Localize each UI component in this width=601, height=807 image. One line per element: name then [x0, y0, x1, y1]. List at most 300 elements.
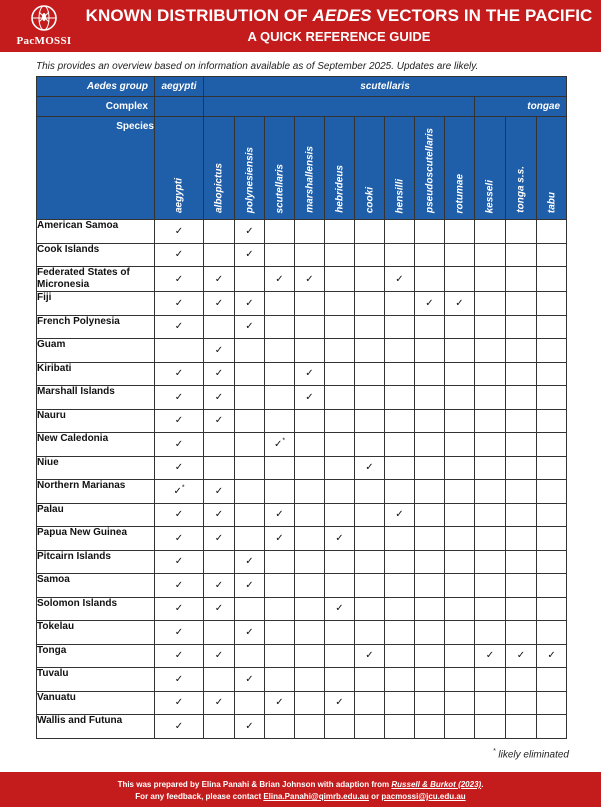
empty-cell	[235, 480, 265, 504]
empty-cell	[325, 503, 355, 527]
country-name: Tokelau	[37, 621, 155, 645]
check-cell	[155, 715, 204, 739]
empty-cell	[475, 220, 506, 244]
empty-cell	[235, 456, 265, 480]
country-name: Wallis and Futuna	[37, 715, 155, 739]
empty-cell	[537, 480, 567, 504]
check-icon: ✓	[174, 297, 184, 309]
empty-cell	[355, 550, 385, 574]
intro-text: This provides an overview based on information available as of September 2025. Updates are likely.	[36, 61, 479, 72]
empty-cell	[355, 220, 385, 244]
country-name: Samoa	[37, 574, 155, 598]
check-icon: ✓	[275, 509, 284, 521]
complex-tongae: tongae	[475, 97, 567, 117]
empty-cell	[506, 409, 537, 433]
email-link-pacmossi[interactable]: pacmossi@jcu.edu.au	[381, 792, 466, 801]
check-cell	[204, 267, 235, 292]
empty-cell	[506, 597, 537, 621]
check-icon: ✓	[245, 579, 254, 591]
footer-line2	[0, 792, 601, 801]
empty-cell	[265, 456, 295, 480]
table-row	[37, 480, 567, 504]
empty-cell	[475, 668, 506, 692]
empty-cell	[506, 574, 537, 598]
check-icon: ✓	[485, 650, 495, 662]
empty-cell	[506, 621, 537, 645]
country-name: Niue	[37, 456, 155, 480]
empty-cell	[506, 220, 537, 244]
check-cell	[155, 243, 204, 267]
check-icon: ✓	[174, 509, 184, 521]
empty-cell	[385, 220, 415, 244]
title-part1: KNOWN DISTRIBUTION OF	[85, 6, 313, 25]
empty-cell	[506, 339, 537, 363]
empty-cell	[325, 668, 355, 692]
country-name: Cook Islands	[37, 243, 155, 267]
check-cell	[204, 480, 235, 504]
empty-cell	[265, 644, 295, 668]
empty-cell	[355, 503, 385, 527]
empty-cell	[415, 315, 445, 339]
check-cell	[204, 409, 235, 433]
empty-cell	[385, 621, 415, 645]
table-row	[37, 527, 567, 551]
species-name: marshallensis	[304, 146, 315, 213]
empty-cell	[295, 644, 325, 668]
empty-cell	[355, 315, 385, 339]
table-row	[37, 315, 567, 339]
empty-cell	[537, 267, 567, 292]
check-icon: ✓	[174, 438, 184, 450]
check-icon: ✓	[214, 532, 224, 544]
empty-cell	[295, 503, 325, 527]
empty-cell	[475, 691, 506, 715]
empty-cell	[355, 292, 385, 316]
empty-cell	[295, 691, 325, 715]
empty-cell	[355, 621, 385, 645]
empty-cell	[385, 456, 415, 480]
check-icon: ✓	[275, 532, 284, 544]
empty-cell	[537, 574, 567, 598]
check-cell	[445, 292, 475, 316]
empty-cell	[415, 386, 445, 410]
check-icon: ✓	[547, 650, 556, 662]
empty-cell	[475, 243, 506, 267]
check-cell	[265, 691, 295, 715]
empty-cell	[415, 409, 445, 433]
empty-cell	[265, 715, 295, 739]
check-cell	[204, 503, 235, 527]
empty-cell	[415, 220, 445, 244]
species-name: scutellaris	[274, 163, 285, 213]
check-icon: ✓	[214, 297, 224, 309]
check-cell	[415, 292, 445, 316]
check-cell	[155, 691, 204, 715]
check-cell	[204, 597, 235, 621]
empty-cell	[325, 267, 355, 292]
check-cell	[265, 527, 295, 551]
table-row	[37, 362, 567, 386]
pacmossi-logo	[8, 4, 80, 48]
footer-line1	[0, 780, 601, 789]
check-cell	[355, 644, 385, 668]
check-icon: ✓	[245, 321, 254, 333]
empty-cell	[537, 527, 567, 551]
country-name: Tonga	[37, 644, 155, 668]
check-icon: ✓	[335, 603, 344, 615]
empty-cell	[445, 339, 475, 363]
check-cell	[385, 503, 415, 527]
empty-cell	[537, 243, 567, 267]
empty-cell	[415, 339, 445, 363]
empty-cell	[295, 574, 325, 598]
species-name: aegypti	[173, 177, 185, 213]
empty-cell	[385, 527, 415, 551]
check-icon: ✓	[365, 462, 374, 474]
empty-cell	[235, 527, 265, 551]
empty-cell	[475, 597, 506, 621]
check-icon: ✓	[214, 697, 224, 709]
country-name: Pitcairn Islands	[37, 550, 155, 574]
country-name: Nauru	[37, 409, 155, 433]
empty-cell	[385, 691, 415, 715]
check-icon: ✓	[305, 273, 314, 285]
check-cell	[265, 267, 295, 292]
check-icon: ✓	[174, 321, 184, 333]
empty-cell	[355, 243, 385, 267]
empty-cell	[415, 597, 445, 621]
check-icon: ✓	[174, 697, 184, 709]
check-icon: ✓	[214, 485, 224, 497]
check-cell	[385, 267, 415, 292]
empty-cell	[537, 597, 567, 621]
check-cell	[475, 644, 506, 668]
country-name: Guam	[37, 339, 155, 363]
species-name: rotumae	[454, 173, 465, 213]
check-icon: ✓	[174, 249, 184, 261]
check-cell	[506, 644, 537, 668]
species-label: Species	[37, 117, 155, 220]
empty-cell	[325, 292, 355, 316]
empty-cell	[385, 644, 415, 668]
asterisk-mark: *	[282, 438, 286, 446]
empty-cell	[537, 691, 567, 715]
empty-cell	[325, 574, 355, 598]
empty-cell	[506, 362, 537, 386]
species-name: kesseli	[484, 179, 496, 213]
empty-cell	[385, 339, 415, 363]
check-icon: ✓	[214, 344, 224, 356]
check-icon: ✓	[214, 415, 224, 427]
empty-cell	[204, 621, 235, 645]
empty-cell	[537, 292, 567, 316]
country-name: French Polynesia	[37, 315, 155, 339]
check-icon: ✓	[174, 225, 184, 237]
complex-empty	[155, 97, 204, 117]
empty-cell	[265, 339, 295, 363]
check-cell	[155, 409, 204, 433]
check-cell	[235, 220, 265, 244]
empty-cell	[415, 527, 445, 551]
empty-cell	[265, 362, 295, 386]
empty-cell	[265, 597, 295, 621]
complex-label: Complex	[37, 97, 155, 117]
check-cell	[204, 644, 235, 668]
check-icon: ✓*	[273, 438, 286, 451]
check-icon: ✓	[275, 273, 284, 285]
check-icon: ✓	[174, 720, 184, 732]
empty-cell	[475, 503, 506, 527]
empty-cell	[235, 409, 265, 433]
empty-cell	[385, 386, 415, 410]
empty-cell	[265, 243, 295, 267]
species-header	[445, 117, 475, 220]
footnote-text: likely eliminated	[495, 749, 569, 761]
empty-cell	[204, 315, 235, 339]
species-name: polynesiensis	[244, 146, 255, 213]
empty-cell	[506, 386, 537, 410]
species-name: tonga s.s.	[515, 166, 527, 213]
species-header	[506, 117, 537, 220]
empty-cell	[355, 339, 385, 363]
check-icon: ✓	[174, 579, 184, 591]
empty-cell	[445, 409, 475, 433]
reference-link[interactable]: Russell & Burkot (2023)	[391, 780, 482, 789]
check-cell	[235, 574, 265, 598]
table-row	[37, 386, 567, 410]
empty-cell	[204, 550, 235, 574]
empty-cell	[235, 691, 265, 715]
empty-cell	[537, 409, 567, 433]
empty-cell	[265, 315, 295, 339]
check-icon: ✓	[245, 249, 254, 261]
check-cell	[235, 668, 265, 692]
empty-cell	[235, 339, 265, 363]
check-cell	[155, 668, 204, 692]
empty-cell	[295, 456, 325, 480]
empty-cell	[385, 480, 415, 504]
check-cell	[155, 621, 204, 645]
header-banner	[0, 0, 601, 52]
empty-cell	[475, 267, 506, 292]
check-icon: ✓	[214, 579, 224, 591]
footnote-mark: *	[492, 748, 496, 755]
empty-cell	[204, 220, 235, 244]
check-cell	[325, 527, 355, 551]
check-cell	[537, 644, 567, 668]
empty-cell	[445, 315, 475, 339]
check-cell	[235, 621, 265, 645]
empty-cell	[445, 715, 475, 739]
check-icon: ✓	[245, 225, 254, 237]
country-name: Marshall Islands	[37, 386, 155, 410]
empty-cell	[537, 362, 567, 386]
title-part2: VECTORS IN THE PACIFIC	[371, 6, 593, 25]
empty-cell	[385, 668, 415, 692]
empty-cell	[445, 574, 475, 598]
species-header	[204, 117, 235, 220]
table-row	[37, 292, 567, 316]
country-name: Federated States of Micronesia	[37, 267, 155, 292]
empty-cell	[506, 433, 537, 457]
page-subtitle: A QUICK REFERENCE GUIDE	[247, 29, 431, 44]
empty-cell	[445, 644, 475, 668]
empty-cell	[265, 480, 295, 504]
empty-cell	[537, 339, 567, 363]
check-cell	[265, 433, 295, 457]
distribution-table	[36, 76, 567, 739]
check-cell	[235, 292, 265, 316]
empty-cell	[445, 362, 475, 386]
empty-cell	[385, 715, 415, 739]
check-cell	[235, 315, 265, 339]
empty-cell	[506, 292, 537, 316]
empty-cell	[325, 456, 355, 480]
check-cell	[204, 527, 235, 551]
check-cell	[155, 362, 204, 386]
empty-cell	[325, 315, 355, 339]
empty-cell	[355, 715, 385, 739]
check-icon: ✓	[395, 273, 404, 285]
species-header	[537, 117, 567, 220]
empty-cell	[445, 621, 475, 645]
check-icon: ✓	[214, 650, 224, 662]
empty-cell	[355, 409, 385, 433]
empty-cell	[385, 315, 415, 339]
empty-cell	[445, 220, 475, 244]
check-icon: ✓	[174, 532, 184, 544]
country-name: American Samoa	[37, 220, 155, 244]
check-icon: ✓	[174, 273, 184, 285]
empty-cell	[325, 339, 355, 363]
empty-cell	[325, 386, 355, 410]
empty-cell	[475, 527, 506, 551]
empty-cell	[445, 386, 475, 410]
check-icon: ✓	[174, 556, 184, 568]
check-icon: ✓	[395, 509, 404, 521]
empty-cell	[506, 715, 537, 739]
empty-cell	[537, 220, 567, 244]
check-icon: ✓	[174, 391, 184, 403]
check-icon: ✓	[305, 368, 314, 380]
check-icon: ✓	[516, 650, 526, 662]
empty-cell	[385, 362, 415, 386]
table-row	[37, 243, 567, 267]
empty-cell	[475, 621, 506, 645]
empty-cell	[445, 456, 475, 480]
empty-cell	[506, 503, 537, 527]
empty-cell	[445, 267, 475, 292]
check-cell	[204, 362, 235, 386]
empty-cell	[537, 621, 567, 645]
empty-cell	[235, 433, 265, 457]
empty-cell	[295, 527, 325, 551]
species-header	[295, 117, 325, 220]
table-row	[37, 503, 567, 527]
empty-cell	[445, 480, 475, 504]
table-row	[37, 597, 567, 621]
country-name: Solomon Islands	[37, 597, 155, 621]
empty-cell	[445, 527, 475, 551]
check-cell	[204, 386, 235, 410]
empty-cell	[415, 668, 445, 692]
empty-cell	[295, 621, 325, 645]
empty-cell	[385, 574, 415, 598]
empty-cell	[295, 597, 325, 621]
empty-cell	[265, 409, 295, 433]
empty-cell	[235, 503, 265, 527]
asterisk-mark: *	[181, 485, 185, 493]
empty-cell	[537, 550, 567, 574]
empty-cell	[355, 433, 385, 457]
footer-prefix: This was prepared by Elina Panahi & Brian Johnson with adaption from	[117, 780, 392, 789]
empty-cell	[537, 715, 567, 739]
table-row	[37, 267, 567, 292]
check-cell	[235, 550, 265, 574]
empty-cell	[385, 292, 415, 316]
check-cell	[355, 456, 385, 480]
species-header	[475, 117, 506, 220]
email-link-elina[interactable]: Elina.Panahi@qimrb.edu.au	[263, 792, 369, 801]
complex-empty-wide	[204, 97, 475, 117]
check-icon: ✓	[214, 509, 224, 521]
empty-cell	[415, 621, 445, 645]
table-row	[37, 574, 567, 598]
empty-cell	[415, 691, 445, 715]
species-name: hensilli	[394, 178, 405, 213]
empty-cell	[295, 409, 325, 433]
check-cell	[265, 503, 295, 527]
species-name: cooki	[364, 186, 375, 213]
check-cell	[155, 220, 204, 244]
empty-cell	[325, 433, 355, 457]
check-cell	[155, 480, 204, 504]
check-icon: ✓	[275, 697, 284, 709]
empty-cell	[445, 691, 475, 715]
empty-cell	[475, 550, 506, 574]
empty-cell	[355, 691, 385, 715]
empty-cell	[265, 292, 295, 316]
empty-cell	[235, 644, 265, 668]
country-name: Vanuatu	[37, 691, 155, 715]
check-cell	[155, 503, 204, 527]
check-cell	[204, 691, 235, 715]
check-icon: ✓	[245, 720, 254, 732]
empty-cell	[325, 480, 355, 504]
empty-cell	[265, 550, 295, 574]
empty-cell	[295, 715, 325, 739]
empty-cell	[265, 220, 295, 244]
empty-cell	[325, 621, 355, 645]
table-row	[37, 715, 567, 739]
empty-cell	[325, 550, 355, 574]
species-header	[265, 117, 295, 220]
check-cell	[155, 292, 204, 316]
empty-cell	[475, 574, 506, 598]
empty-cell	[355, 527, 385, 551]
empty-cell	[537, 433, 567, 457]
check-icon: ✓	[455, 297, 464, 309]
check-cell	[155, 315, 204, 339]
check-cell	[155, 597, 204, 621]
empty-cell	[325, 362, 355, 386]
check-cell	[295, 386, 325, 410]
check-icon: ✓	[365, 650, 374, 662]
check-cell	[155, 644, 204, 668]
empty-cell	[295, 668, 325, 692]
species-header	[385, 117, 415, 220]
check-cell	[295, 267, 325, 292]
